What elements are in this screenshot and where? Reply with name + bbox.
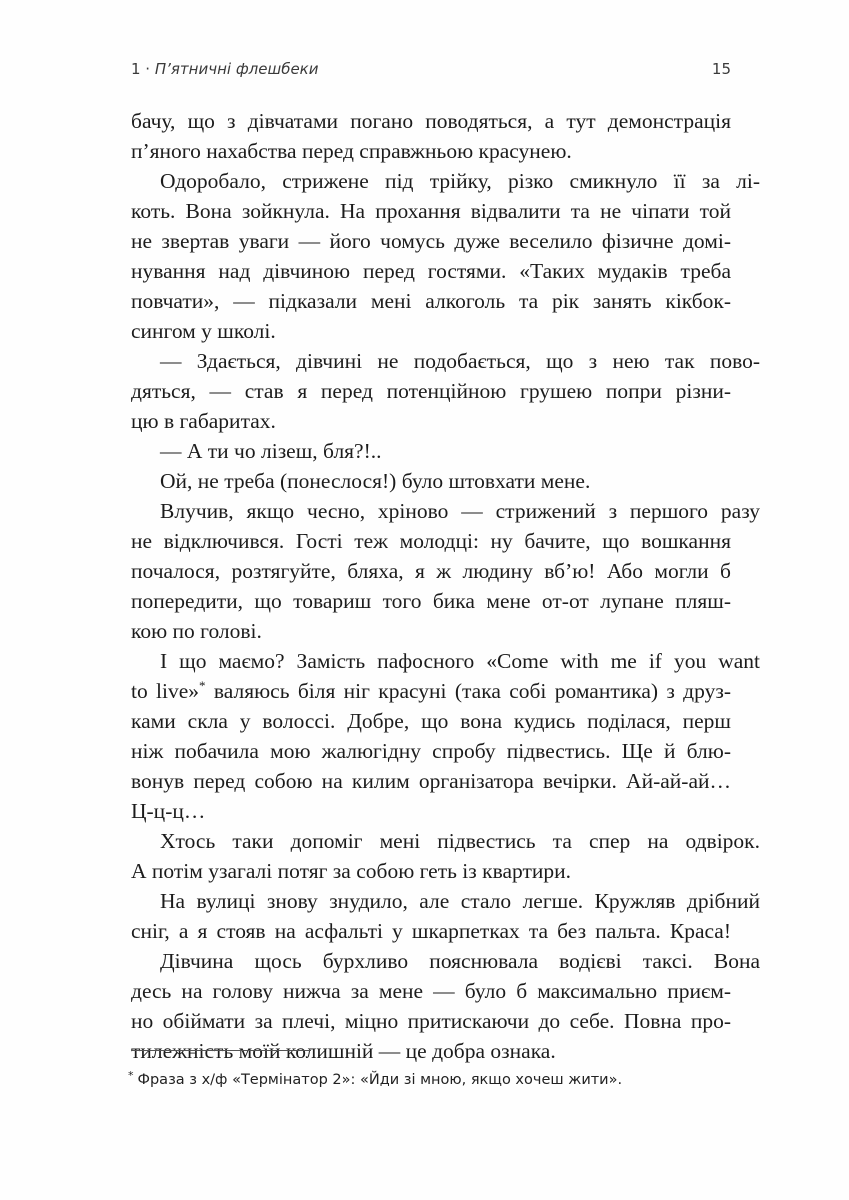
text-line — [131, 436, 760, 466]
text-line-content: Ой, не треба (понеслося!) було штовхати мене. — [160, 469, 591, 493]
text-line — [131, 196, 731, 226]
text-line — [131, 946, 760, 976]
text-line — [131, 406, 731, 436]
text-line — [131, 1006, 731, 1036]
text-line — [131, 676, 731, 706]
text-line — [131, 586, 731, 616]
text-line-content: А потім узагалі потяг за собою геть із квартири. — [131, 859, 571, 883]
text-line-content: цю в габаритах. — [131, 409, 276, 433]
text-line — [131, 226, 731, 256]
text-line-content: Ц-ц-ц… — [131, 799, 206, 823]
text-line — [131, 646, 760, 676]
page-number: 15 — [711, 60, 731, 78]
footnote — [128, 1065, 728, 1091]
text-line — [131, 916, 731, 946]
text-line-content: І що маємо? Замість пафосного «Come with me if you want — [160, 649, 760, 673]
text-line-content: ками скла у волоссі. Добре, що вона кудись поділася, перш — [131, 709, 731, 733]
text-line — [131, 556, 731, 586]
text-line-content: to live» — [131, 679, 200, 703]
text-line — [131, 736, 731, 766]
body-text — [131, 106, 760, 1066]
chapter-number: 1 · — [131, 60, 155, 78]
text-line-content: кою по голові. — [131, 619, 262, 643]
footnote-divider — [131, 1050, 311, 1051]
text-line-content: п’яного нахабства перед справжньою красунею. — [131, 139, 572, 163]
text-line-content: Хтось таки допоміг мені підвестись та спер на одвірок. — [160, 829, 760, 853]
chapter-title: П’ятничні флешбеки — [154, 60, 319, 78]
text-line-content: Влучив, якщо чесно, хріново — стрижений з першого разу — [160, 499, 760, 523]
text-line — [131, 526, 731, 556]
text-line — [131, 886, 760, 916]
text-line-content: вонув перед собою на килим організатора вечірки. Ай-ай-ай… — [131, 769, 731, 793]
text-line-content: — А ти чо лізеш, бля?!.. — [160, 439, 382, 463]
text-line — [131, 496, 760, 526]
text-line-content: нування над дівчиною перед гостями. «Таких мудаків треба — [131, 259, 731, 283]
text-line-content: не звертав уваги — його чомусь дуже веселило фізичне домі- — [131, 229, 731, 253]
chapter-heading — [131, 60, 318, 78]
footnote-mark: * — [128, 1069, 134, 1082]
text-line-content: — Здається, дівчині не подобається, що з нею так пово- — [160, 349, 760, 373]
text-line-content: но обіймати за плечі, міцно притискаючи до себе. Повна про- — [131, 1009, 731, 1033]
text-line-content: Дівчина щось бурхливо пояснювала водієві таксі. Вона — [160, 949, 760, 973]
text-line-content: тилежність моїй колишній — це добра ознака. — [131, 1039, 556, 1063]
text-line-content: Одоробало, стрижене під трійку, різко смикнуло її за лі- — [160, 169, 760, 193]
text-line-continuation: валяюсь біля ніг красуні (така собі романтика) з друз- — [205, 679, 731, 703]
text-line — [131, 856, 731, 886]
text-line — [131, 706, 731, 736]
text-line-content: не відключився. Гості теж молодці: ну бачите, що вошкання — [131, 529, 731, 553]
text-line — [131, 766, 731, 796]
text-line-content: попередити, що товариш того бика мене от-от лупане пляш- — [131, 589, 731, 613]
text-line — [131, 316, 731, 346]
text-line — [131, 376, 731, 406]
text-line-content: десь на голову нижча за мене — було б максимально приєм- — [131, 979, 731, 1003]
text-line-content: ніж побачила мою жалюгідну спробу підвестись. Ще й блю- — [131, 739, 731, 763]
text-line-content: почалося, розтягуйте, бляха, я ж людину вб’ю! Або могли б — [131, 559, 731, 583]
text-line — [131, 796, 731, 826]
text-line — [131, 166, 760, 196]
text-line — [131, 286, 731, 316]
text-line — [131, 256, 731, 286]
text-line — [131, 106, 731, 136]
text-line-content: На вулиці знову знудило, але стало легше. Кружляв дрібний — [160, 889, 760, 913]
text-line — [131, 346, 760, 376]
text-line — [131, 1036, 731, 1066]
footnote-text: Фраза з х/ф «Термінатор 2»: «Йди зі мною, якщо хочеш жити». — [137, 1072, 623, 1088]
running-head — [131, 60, 731, 86]
text-line — [131, 826, 760, 856]
text-line-content: дяться, — став я перед потенційною грушею попри різни- — [131, 379, 731, 403]
footnote-reference: * — [199, 678, 206, 693]
text-line-content: сингом у школі. — [131, 319, 276, 343]
text-line — [131, 616, 731, 646]
text-line — [131, 466, 760, 496]
text-line-content: повчати», — підказали мені алкоголь та рік занять кікбок- — [131, 289, 731, 313]
text-line-content: бачу, що з дівчатами погано поводяться, а тут демонстрація — [131, 109, 731, 133]
text-line-content: сніг, а я стояв на асфальті у шкарпетках та без пальта. Краса! — [131, 919, 731, 943]
text-line — [131, 136, 731, 166]
text-line-content: коть. Вона зойкнула. На прохання відвалити та не чіпати той — [131, 199, 731, 223]
text-line — [131, 976, 731, 1006]
